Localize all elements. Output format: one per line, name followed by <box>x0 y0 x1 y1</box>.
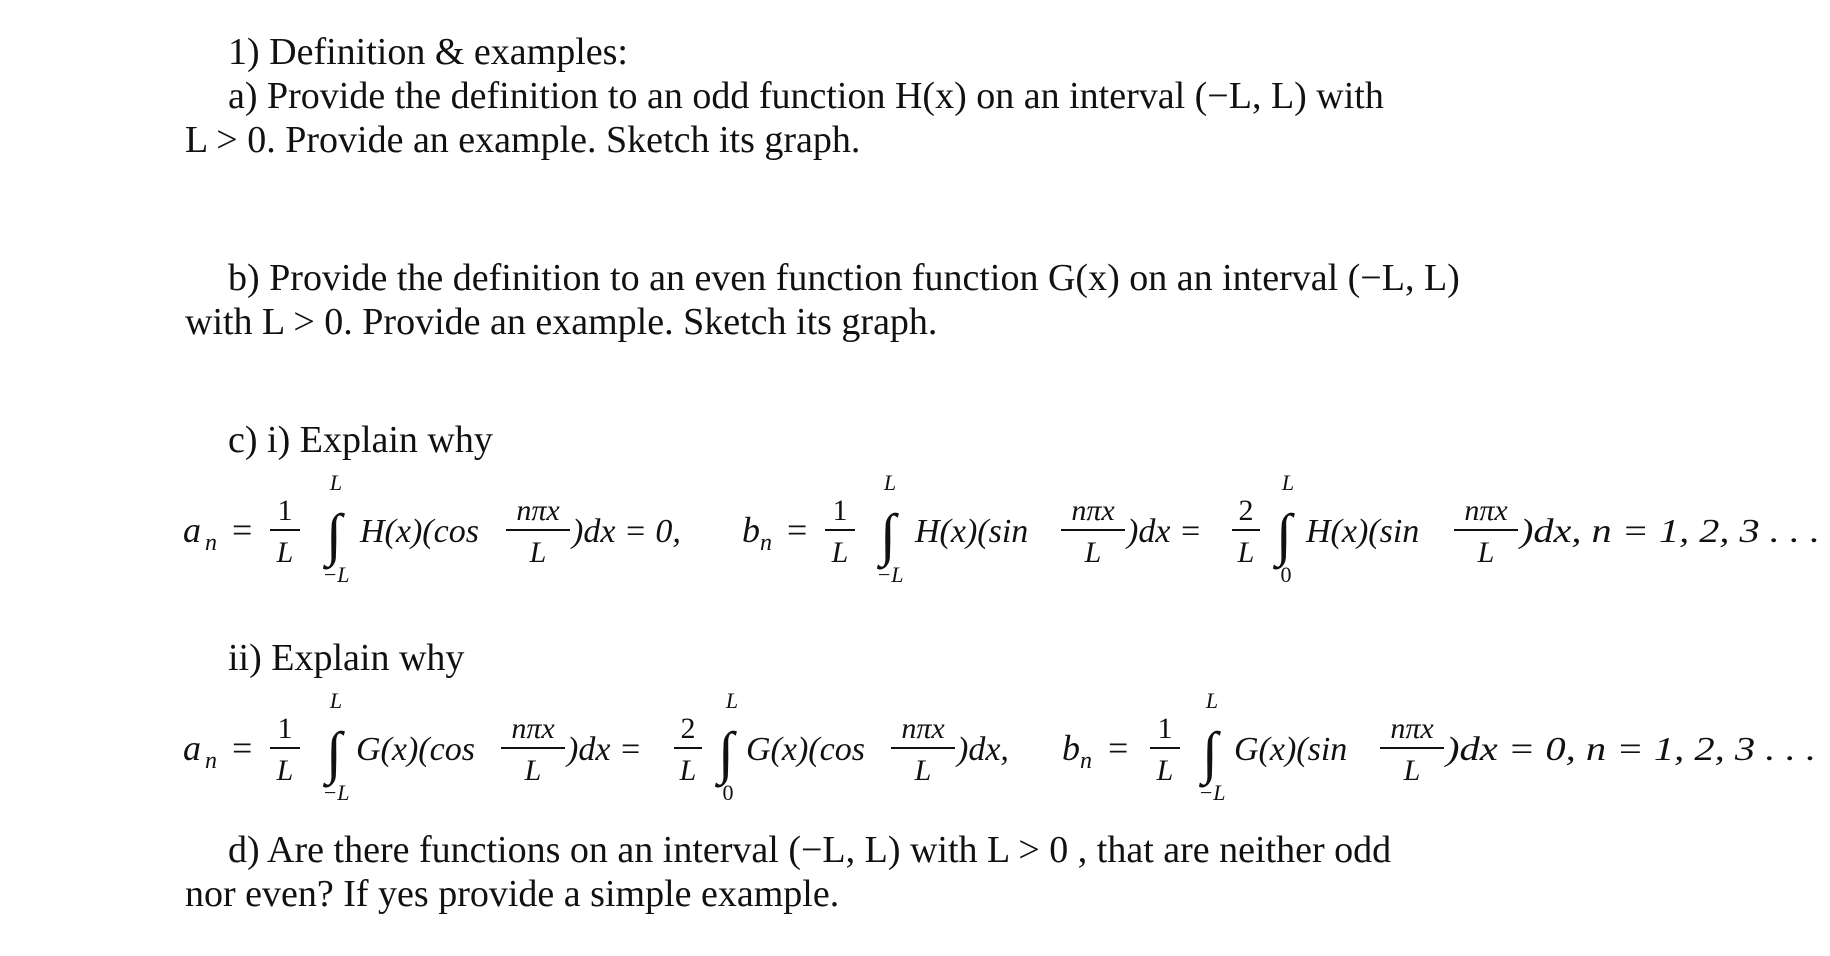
integrand-text: G(x)(cos <box>356 731 475 768</box>
an-subscript: n <box>205 530 217 556</box>
part-d-line-2: nor even? If yes provide a simple example. <box>185 873 840 915</box>
bn-subscript: n <box>1080 748 1092 774</box>
integral-lower-limit: 0 <box>1280 562 1292 587</box>
integral-sign-icon: ∫ <box>326 502 342 567</box>
integrand-text: H(x)(sin <box>1306 513 1420 550</box>
integral-lower-limit: −L <box>322 562 350 587</box>
fraction-denominator: L <box>276 536 294 569</box>
fraction-denominator: L <box>1084 536 1102 569</box>
bn-symbol: b <box>742 510 760 550</box>
an-symbol: a <box>183 728 201 768</box>
integral-upper-limit: L <box>725 688 739 713</box>
integral-upper-limit: L <box>1205 688 1219 713</box>
integrand-tail: )dx = 0, <box>572 513 681 550</box>
an-subscript: n <box>205 748 217 774</box>
part-b-line-1: b) Provide the definition to an even function function G(x) on an interval (−L, L) <box>228 257 1460 299</box>
integrand-tail: )dx, <box>957 731 1009 768</box>
fraction-numerator: nπx <box>1464 494 1508 527</box>
part-b-line-2: with L > 0. Provide an example. Sketch its graph. <box>185 301 938 343</box>
fraction-numerator: 1 <box>277 494 293 527</box>
fraction-numerator: 1 <box>277 712 293 745</box>
integral-lower-limit: −L <box>876 562 904 587</box>
equals-sign: = <box>1108 728 1129 768</box>
equation-odd-coefficients <box>0 470 1830 600</box>
fraction-numerator: nπx <box>511 712 555 745</box>
bn-symbol: b <box>1062 728 1080 768</box>
integral-upper-limit: L <box>883 470 897 495</box>
integrand-tail: )dx = 0, n = 1, 2, 3 . . . <box>1443 731 1816 768</box>
fraction-numerator: nπx <box>1390 712 1434 745</box>
integrand-text: G(x)(cos <box>746 731 865 768</box>
fraction-denominator: L <box>524 754 542 787</box>
integrand-text: G(x)(sin <box>1234 731 1348 768</box>
integral-upper-limit: L <box>329 688 343 713</box>
integral-lower-limit: −L <box>1198 780 1226 805</box>
integral-sign-icon: ∫ <box>326 720 342 785</box>
equation-even-coefficients <box>0 688 1830 818</box>
bn-subscript: n <box>760 530 772 556</box>
fraction-numerator: 2 <box>680 712 696 745</box>
fraction-denominator: L <box>1477 536 1495 569</box>
integrand-text: H(x)(cos <box>360 513 479 550</box>
integral-sign-icon: ∫ <box>880 502 896 567</box>
fraction-numerator: nπx <box>1071 494 1115 527</box>
fraction-denominator: L <box>276 754 294 787</box>
integrand-text: H(x)(sin <box>915 513 1029 550</box>
equals-sign: = <box>232 728 253 768</box>
integral-sign-icon: ∫ <box>1202 720 1218 785</box>
fraction-denominator: L <box>1403 754 1421 787</box>
integral-upper-limit: L <box>1281 470 1295 495</box>
integrand-tail: )dx = <box>567 731 642 768</box>
fraction-numerator: 2 <box>1238 494 1254 527</box>
integral-sign-icon: ∫ <box>1276 502 1292 567</box>
fraction-denominator: L <box>679 754 697 787</box>
part-c-i-heading: c) i) Explain why <box>228 419 493 461</box>
part-d-line-1: d) Are there functions on an interval (−L, L) with L > 0 , that are neither odd <box>228 829 1392 871</box>
integrand-tail: )dx, n = 1, 2, 3 . . . <box>1517 513 1820 550</box>
part-c-ii-heading: ii) Explain why <box>228 637 465 679</box>
integrand-tail: )dx = <box>1127 513 1202 550</box>
fraction-numerator: 1 <box>832 494 848 527</box>
section-title: 1) Definition & examples: <box>228 31 628 73</box>
integral-upper-limit: L <box>329 470 343 495</box>
integral-lower-limit: −L <box>322 780 350 805</box>
fraction-denominator: L <box>529 536 547 569</box>
part-a-line-2: L > 0. Provide an example. Sketch its graph. <box>185 119 861 161</box>
integral-lower-limit: 0 <box>722 780 734 805</box>
fraction-denominator: L <box>914 754 932 787</box>
fraction-denominator: L <box>1237 536 1255 569</box>
fraction-numerator: nπx <box>516 494 560 527</box>
fraction-numerator: 1 <box>1157 712 1173 745</box>
fraction-denominator: L <box>1156 754 1174 787</box>
equals-sign: = <box>232 510 253 550</box>
integral-sign-icon: ∫ <box>718 720 734 785</box>
fraction-denominator: L <box>831 536 849 569</box>
fraction-numerator: nπx <box>901 712 945 745</box>
part-a-line-1: a) Provide the definition to an odd function H(x) on an interval (−L, L) with <box>228 75 1384 117</box>
an-symbol: a <box>183 510 201 550</box>
equals-sign: = <box>787 510 808 550</box>
